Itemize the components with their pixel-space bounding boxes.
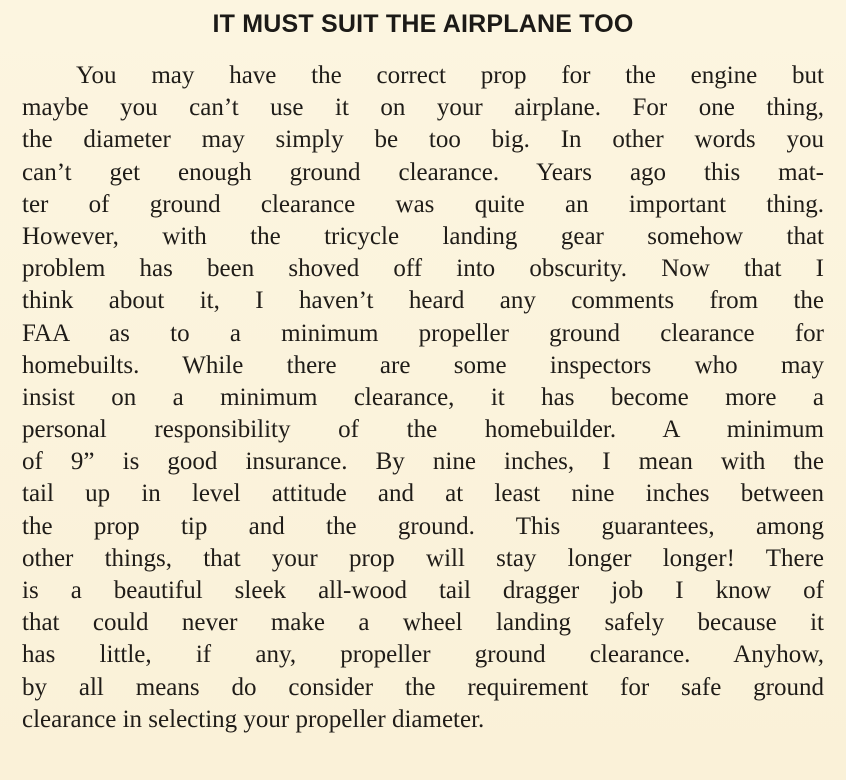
text-line: is a beautiful sleek all-wood tail dragger job I know of	[22, 577, 824, 604]
text-line: other things, that your prop will stay longer longer! There	[22, 544, 824, 572]
text-line: personal responsibility of the homebuilder. A minimum	[22, 416, 824, 444]
text-line: clearance in selecting your propeller diameter.	[22, 705, 485, 733]
text-line: FAA as to a minimum propeller ground clearance for	[22, 319, 824, 347]
text-line: You may have the correct prop for the engine but	[76, 62, 824, 89]
text-line: homebuilts. While there are some inspectors who may	[22, 351, 824, 379]
text-line: the prop tip and the ground. This guarantees, among	[22, 512, 824, 540]
text-line: think about it, I haven’t heard any comments from the	[22, 287, 824, 315]
body-paragraph	[22, 60, 824, 736]
section-heading: IT MUST SUIT THE AIRPLANE TOO	[212, 10, 634, 38]
text-line: the diameter may simply be too big. In other words you	[22, 126, 824, 154]
text-line: of 9” is good insurance. By nine inches, I mean with the	[22, 448, 824, 476]
text-line: has little, if any, propeller ground clearance. Anyhow,	[22, 641, 824, 669]
text-line: tail up in level attitude and at least nine inches between	[22, 480, 824, 508]
text-line: insist on a minimum clearance, it has become more a	[22, 383, 824, 411]
text-line: by all means do consider the requirement for safe ground	[22, 673, 824, 701]
text-line: ter of ground clearance was quite an important thing.	[22, 190, 824, 218]
text-line: that could never make a wheel landing safely because it	[22, 609, 824, 637]
text-line: maybe you can’t use it on your airplane. For one thing,	[22, 94, 824, 122]
text-line: can’t get enough ground clearance. Years ago this mat-	[22, 158, 824, 186]
text-line: However, with the tricycle landing gear somehow that	[22, 222, 824, 250]
text-line: problem has been shoved off into obscurity. Now that I	[22, 255, 824, 283]
